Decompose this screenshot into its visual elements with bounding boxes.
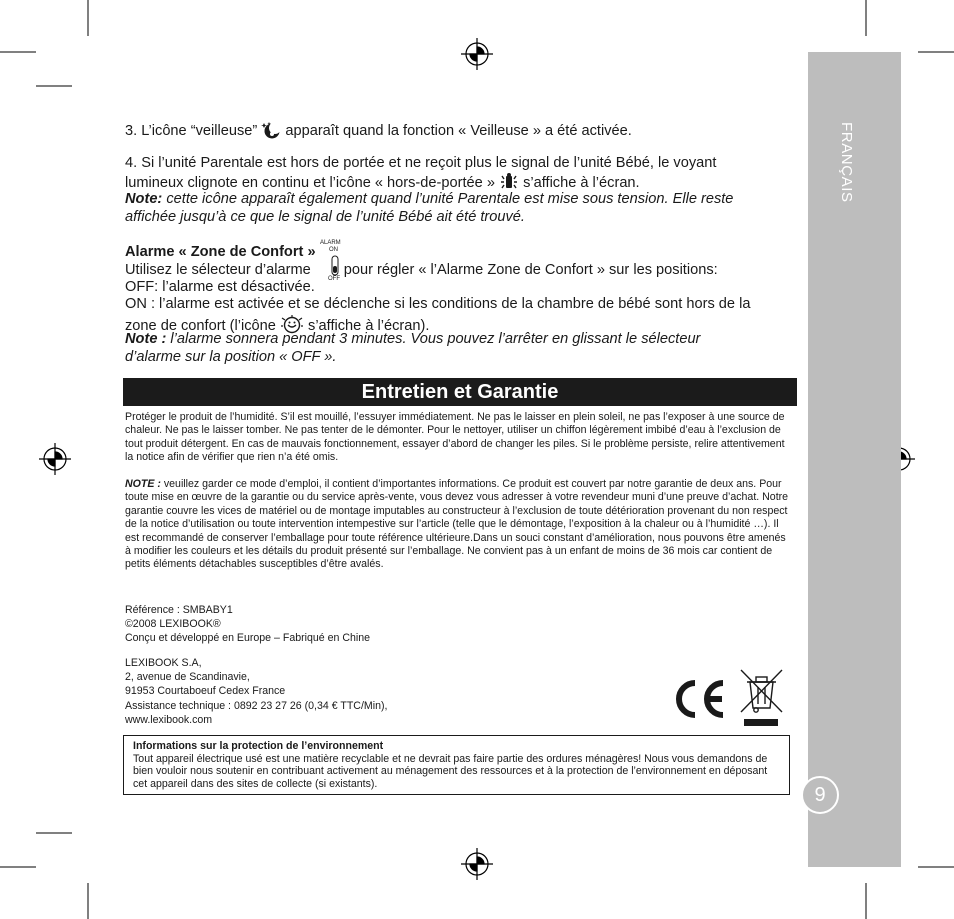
reference-code: Référence : SMBABY1	[125, 604, 233, 616]
registration-mark-left	[39, 443, 71, 475]
alarm-note-line-1: Note : l’alarme sonnera pendant 3 minutes. Vous pouvez l’arrêter en glissant le sélecteur	[125, 331, 701, 347]
environment-info-box	[123, 735, 790, 795]
registration-mark-top	[461, 38, 493, 70]
support-line: Assistance technique : 0892 23 27 26 (0,34 € TTC/Min),	[125, 699, 388, 712]
care-paragraph: Protéger le produit de l’humidité. S’il est mouillé, l’essuyer immédiatement. Ne pas le laisser en plein soleil, ne pas l’exposer à une source de chaleur. Ne pas le laisser tomber. Ne pas tenter de le démonter. Pour le nettoyer, utiliser un chiffon légèrement imbibé d’eau à l’exclusion de tout produit détergent. En cas de mauvais fonctionnement, essayer d’abord de changer les piles. Si le problème persiste, relire attentivement la notice afin de vérifier que rien n’a été omis.	[125, 411, 785, 464]
reference-block	[125, 603, 370, 646]
note1-line-1: Note: cette icône apparaît également quand l’unité Parentale est mise sous tension. Elle reste	[125, 191, 734, 207]
website: www.lexibook.com	[125, 713, 213, 726]
copyright: ©2008 LEXIBOOK®	[125, 618, 221, 631]
veilleuse-line: 3. L’icône “veilleuse” apparaît quand la fonction « Veilleuse » a été activée.	[125, 123, 632, 139]
origin: Conçu et développé en Europe – Fabriqué en Chine	[125, 632, 371, 645]
weee-bar	[744, 719, 778, 726]
alarm-icon-top-label: ALARM	[320, 240, 341, 246]
alarm-on-line-1: ON : l’alarme est activée et se déclenche si les conditions de la chambre de bébé sont hors de la	[125, 296, 751, 312]
alarm-icon-on-label: ON	[329, 247, 338, 253]
ce-mark-icon	[679, 683, 723, 715]
alarm-icon-off-label: OFF	[328, 276, 340, 282]
alarm-off-line: OFF: l’alarme est désactivée.	[125, 279, 315, 295]
company-street: 2, avenue de Scandinavie,	[125, 671, 250, 684]
company-block	[125, 656, 387, 727]
note1-line-2: affichée jusqu’à ce que le signal de l’unité Bébé ait été trouvé.	[125, 209, 525, 225]
page-number: 9	[801, 776, 839, 814]
registration-mark-bottom	[461, 848, 493, 880]
alarm-line: Utilisez le sélecteur d’alarme pour régler « l’Alarme Zone de Confort » sur les positions:	[125, 262, 718, 278]
out-of-range-icon	[499, 173, 519, 191]
environment-title: Informations sur la protection de l’environnement	[133, 740, 384, 752]
range-line-1: 4. Si l’unité Parentale est hors de portée et ne reçoit plus le signal de l’unité Bébé, le voyant	[125, 155, 717, 171]
range-line-2: lumineux clignote en continu et l’icône « hors-de-portée » s’affiche à l’écran.	[125, 175, 640, 191]
company-name: LEXIBOOK S.A,	[125, 657, 202, 669]
language-label: FRANÇAIS	[838, 122, 855, 203]
company-city: 91953 Courtaboeuf Cedex France	[125, 685, 286, 698]
environment-text: Tout appareil électrique usé est une matière recyclable et ne devrait pas faire partie des ordures ménagères! Nous vous demandons de bien vouloir nous soutenir en contribuant activement au ménagement des ressources et à la protection de l’environnement en déposant cet appareil dans des sites de collecte (si existants).	[133, 752, 768, 790]
certification-marks	[670, 668, 785, 730]
night-light-icon	[261, 121, 281, 139]
alarm-note-line-2: d’alarme sur la position « OFF ».	[125, 349, 337, 365]
alarm-title-line: Alarme « Zone de Confort »	[125, 244, 316, 260]
alarm-on-line-2: zone de confort (l’icône s’affiche à l’écran).	[125, 314, 429, 335]
section-title: Entretien et Garantie	[123, 378, 797, 406]
warranty-paragraph: NOTE : veuillez garder ce mode d’emploi, il contient d’importantes informations. Ce produit est couvert par notre garantie de deux ans. Pour toute mise en œuvre de la garantie ou du service après-vente, vous devez vous adresser à votre revendeur muni d’une preuve d’achat. Notre garantie couvre les vices de matériel ou de montage imputables au constructeur à l’exclusion de toute détérioration provenant du non respect de la notice d’utilisation ou toute intervention intempestive sur l’article (telle que le démontage, l’exposition à la chaleur ou à l’humidité …). Il est recommandé de conserver l’emballage pour toute référence ultérieure.Dans un souci constant d’amélioration, nous pouvons être amenés à modifier les couleurs et les détails du produit présenté sur l’emballage. Ne convient pas à un enfant de moins de 36 mois car contient de petits éléments détachables susceptibles d’être avalés.	[125, 478, 789, 571]
weee-bin-icon	[741, 670, 782, 712]
